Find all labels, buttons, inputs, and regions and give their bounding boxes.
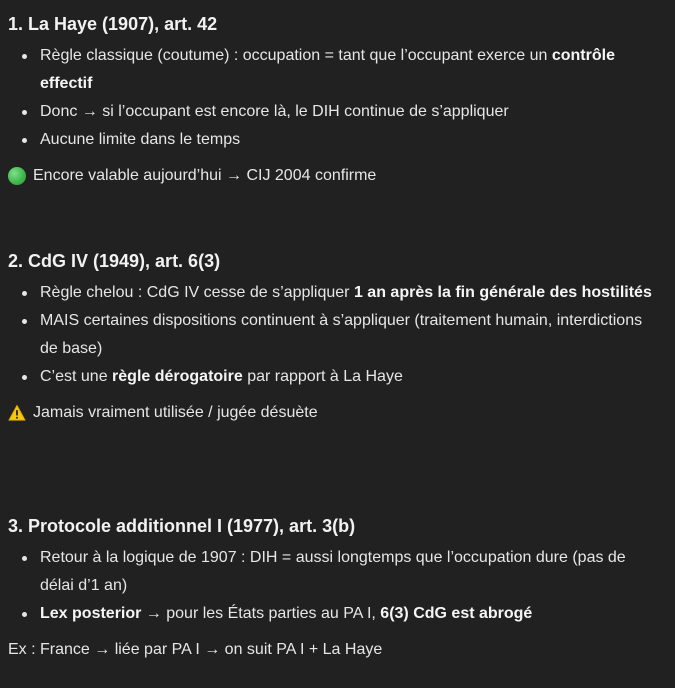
- note: Jamais vraiment utilisée / jugée désuète: [8, 399, 658, 427]
- bullet-list: [8, 42, 658, 154]
- list-item: Aucune limite dans le temps: [8, 126, 658, 154]
- note: Ex : France → liée par PA I → on suit PA I + La Haye: [8, 641, 383, 658]
- bullet-list: [8, 279, 658, 391]
- section-protocole: [8, 512, 658, 664]
- section-title: 1. La Haye (1907), art. 42: [8, 14, 218, 34]
- list-item: MAIS certaines dispositions continuent à s’appliquer (traitement humain, interdictions de base): [8, 307, 658, 363]
- list-item: Retour à la logique de 1907 : DIH = aussi longtemps que l’occupation dure (pas de délai d’1 an): [8, 544, 658, 600]
- green-circle-icon: [8, 167, 26, 185]
- list-item: C’est une règle dérogatoire par rapport à La Haye: [8, 363, 658, 391]
- section-title: 2. CdG IV (1949), art. 6(3): [8, 251, 221, 271]
- section-cdg-iv: [8, 247, 658, 427]
- note: Encore valable aujourd’hui → CIJ 2004 confirme: [8, 162, 658, 190]
- section-title: 3. Protocole additionnel I (1977), art. 3(b): [8, 516, 356, 536]
- list-item: Règle classique (coutume) : occupation = tant que l’occupant exerce un contrôle effectif: [8, 42, 658, 98]
- bullet-list: [8, 544, 658, 628]
- section-la-haye: [8, 10, 658, 190]
- list-item: Lex posterior → pour les États parties au PA I, 6(3) CdG est abrogé: [8, 600, 658, 628]
- list-item: Règle chelou : CdG IV cesse de s’appliquer 1 an après la fin générale des hostilités: [8, 279, 658, 307]
- list-item: Donc → si l’occupant est encore là, le DIH continue de s’appliquer: [8, 98, 658, 126]
- warning-icon: [8, 404, 26, 422]
